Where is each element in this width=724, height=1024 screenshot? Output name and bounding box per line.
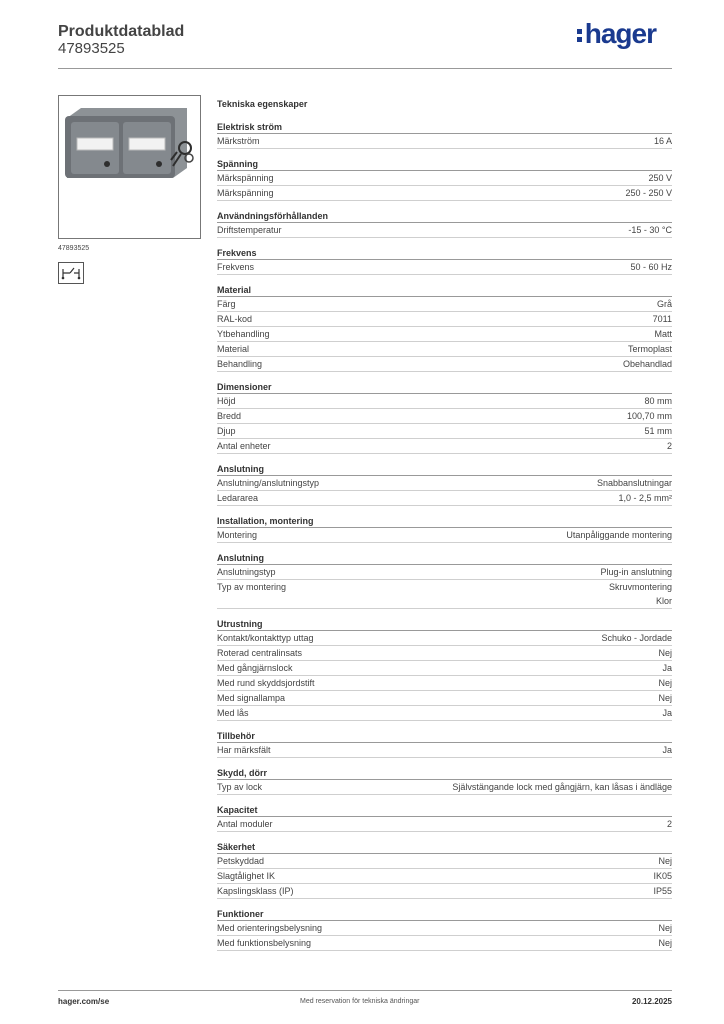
spec-group [217,766,672,795]
wiring-diagram-icon [58,262,84,284]
header-divider [58,68,672,69]
spec-label: Antal moduler [217,819,273,829]
spec-row [217,936,672,951]
spec-group-title: Tillbehör [217,729,672,743]
spec-row [217,491,672,506]
spec-group-title: Material [217,283,672,297]
product-image [58,95,201,239]
spec-row [217,817,672,832]
spec-row [217,869,672,884]
spec-value: 100,70 mm [626,411,672,421]
spec-row [217,691,672,706]
spec-row [217,646,672,661]
logo-text: hager [584,18,656,49]
spec-value: Ja [662,663,672,673]
spec-row [217,357,672,372]
spec-value: 80 mm [644,396,672,406]
spec-value: Plug-in anslutning [600,567,672,577]
spec-label: Märkspänning [217,188,274,198]
footer-date: 20.12.2025 [631,997,672,1006]
spec-label: Slagtålighet IK [217,871,276,881]
spec-label: Djup [217,426,236,436]
spec-label: Med rund skyddsjordstift [217,678,315,688]
spec-row [217,424,672,439]
spec-row [217,476,672,491]
spec-group-title: Anslutning [217,462,672,476]
spec-group-title: Spänning [217,157,672,171]
spec-row [217,743,672,758]
spec-label: Märkström [217,136,260,146]
spec-label: Antal enheter [217,441,271,451]
spec-value: 16 A [653,136,672,146]
footer-website[interactable]: hager.com/se [58,997,110,1006]
spec-value: 2 [666,819,672,829]
spec-group-title: Elektrisk ström [217,120,672,134]
spec-group [217,120,672,149]
spec-group [217,907,672,951]
spec-label: Med lås [217,708,249,718]
spec-group-title: Frekvens [217,246,672,260]
spec-label: Frekvens [217,262,255,272]
spec-groups [217,120,672,951]
spec-value: 1,0 - 2,5 mm² [618,493,672,503]
spec-label: Med funktionsbelysning [217,938,312,948]
spec-group [217,551,672,609]
spec-label: Ledararea [217,493,259,503]
footer-divider [58,990,672,991]
spec-row [217,439,672,454]
spec-label: Typ av lock [217,782,263,792]
spec-label: Höjd [217,396,236,406]
document-number: 47893525 [58,40,125,57]
spec-value: Utanpåliggande montering [566,530,672,540]
spec-value: Nej [658,648,672,658]
spec-label: Kontakt/kontakttyp uttag [217,633,314,643]
spec-value: 2 [666,441,672,451]
spec-row [217,854,672,869]
spec-value: Nej [658,678,672,688]
spec-row [217,921,672,936]
spec-label: Typ av montering [217,582,287,592]
spec-label: Märkspänning [217,173,274,183]
spec-value: Ja [662,708,672,718]
spec-group [217,617,672,721]
spec-row [217,661,672,676]
spec-group-title: Kapacitet [217,803,672,817]
spec-value: 7011 [652,314,672,324]
logo-dots-icon [577,29,583,45]
spec-group [217,729,672,758]
spec-row [217,134,672,149]
spec-value: Obehandlad [622,359,672,369]
spec-value: 50 - 60 Hz [630,262,672,272]
spec-group-title: Skydd, dörr [217,766,672,780]
spec-group-title: Anslutning [217,551,672,565]
spec-value: Grå [656,299,672,309]
spec-value: Snabbanslutningar [596,478,672,488]
spec-value: Termoplast [627,344,672,354]
spec-row [217,171,672,186]
spec-label: Montering [217,530,258,540]
spec-row [217,260,672,275]
spec-value: Nej [658,923,672,933]
spec-value: Matt [654,329,672,339]
spec-group-title: Installation, montering [217,514,672,528]
spec-group-title: Dimensioner [217,380,672,394]
spec-row [217,394,672,409]
spec-label: Färg [217,299,236,309]
document-title: Produktdatablad [58,23,185,40]
spec-label: Behandling [217,359,263,369]
spec-label: Petskyddad [217,856,265,866]
footer-notice: Med reservation för tekniska ändringar [300,998,420,1005]
spec-value: Självstängande lock med gångjärn, kan låsas i ändläge [452,782,672,792]
spec-value: Skruvmontering Klor [608,582,672,606]
spec-group-title: Funktioner [217,907,672,921]
spec-group [217,803,672,832]
spec-label: Har märksfält [217,745,271,755]
spec-value: Nej [658,856,672,866]
spec-label: Ytbehandling [217,329,270,339]
spec-row [217,676,672,691]
spec-row [217,409,672,424]
page-header [58,20,672,68]
spec-row [217,884,672,899]
spec-label: Anslutningstyp [217,567,276,577]
technical-specs [217,97,672,951]
spec-row [217,327,672,342]
spec-value: Ja [662,745,672,755]
spec-row [217,342,672,357]
spec-row [217,186,672,201]
spec-label: RAL-kod [217,314,253,324]
spec-row [217,528,672,543]
section-heading: Tekniska egenskaper [217,99,308,109]
spec-group-title: Användningsförhållanden [217,209,672,223]
spec-group-title: Säkerhet [217,840,672,854]
spec-row [217,297,672,312]
spec-label: Kapslingsklass (IP) [217,886,294,896]
spec-value: 250 - 250 V [625,188,672,198]
product-code: 47893525 [58,245,90,252]
spec-group [217,840,672,899]
spec-group [217,462,672,506]
spec-value: -15 - 30 °C [628,225,672,235]
spec-group [217,380,672,454]
spec-value: Nej [658,693,672,703]
spec-label: Med orienteringsbelysning [217,923,323,933]
spec-value: 250 V [648,173,672,183]
spec-row [217,706,672,721]
spec-label: Med gångjärnslock [217,663,293,673]
hager-logo[interactable] [577,20,656,48]
spec-value: IP55 [653,886,672,896]
spec-group [217,246,672,275]
spec-label: Anslutning/anslutningstyp [217,478,320,488]
spec-row [217,580,672,609]
spec-row [217,312,672,327]
spec-label: Material [217,344,250,354]
spec-group [217,283,672,372]
spec-value: Schuko - Jordade [601,633,672,643]
spec-row [217,565,672,580]
spec-label: Bredd [217,411,242,421]
spec-value: Nej [658,938,672,948]
spec-group [217,157,672,201]
spec-row [217,780,672,795]
spec-group-title: Utrustning [217,617,672,631]
spec-value: IK05 [653,871,672,881]
spec-value: 51 mm [644,426,672,436]
spec-label: Med signallampa [217,693,286,703]
spec-label: Driftstemperatur [217,225,282,235]
spec-label: Roterad centralinsats [217,648,303,658]
spec-group [217,514,672,543]
spec-row [217,631,672,646]
spec-row [217,223,672,238]
spec-group [217,209,672,238]
